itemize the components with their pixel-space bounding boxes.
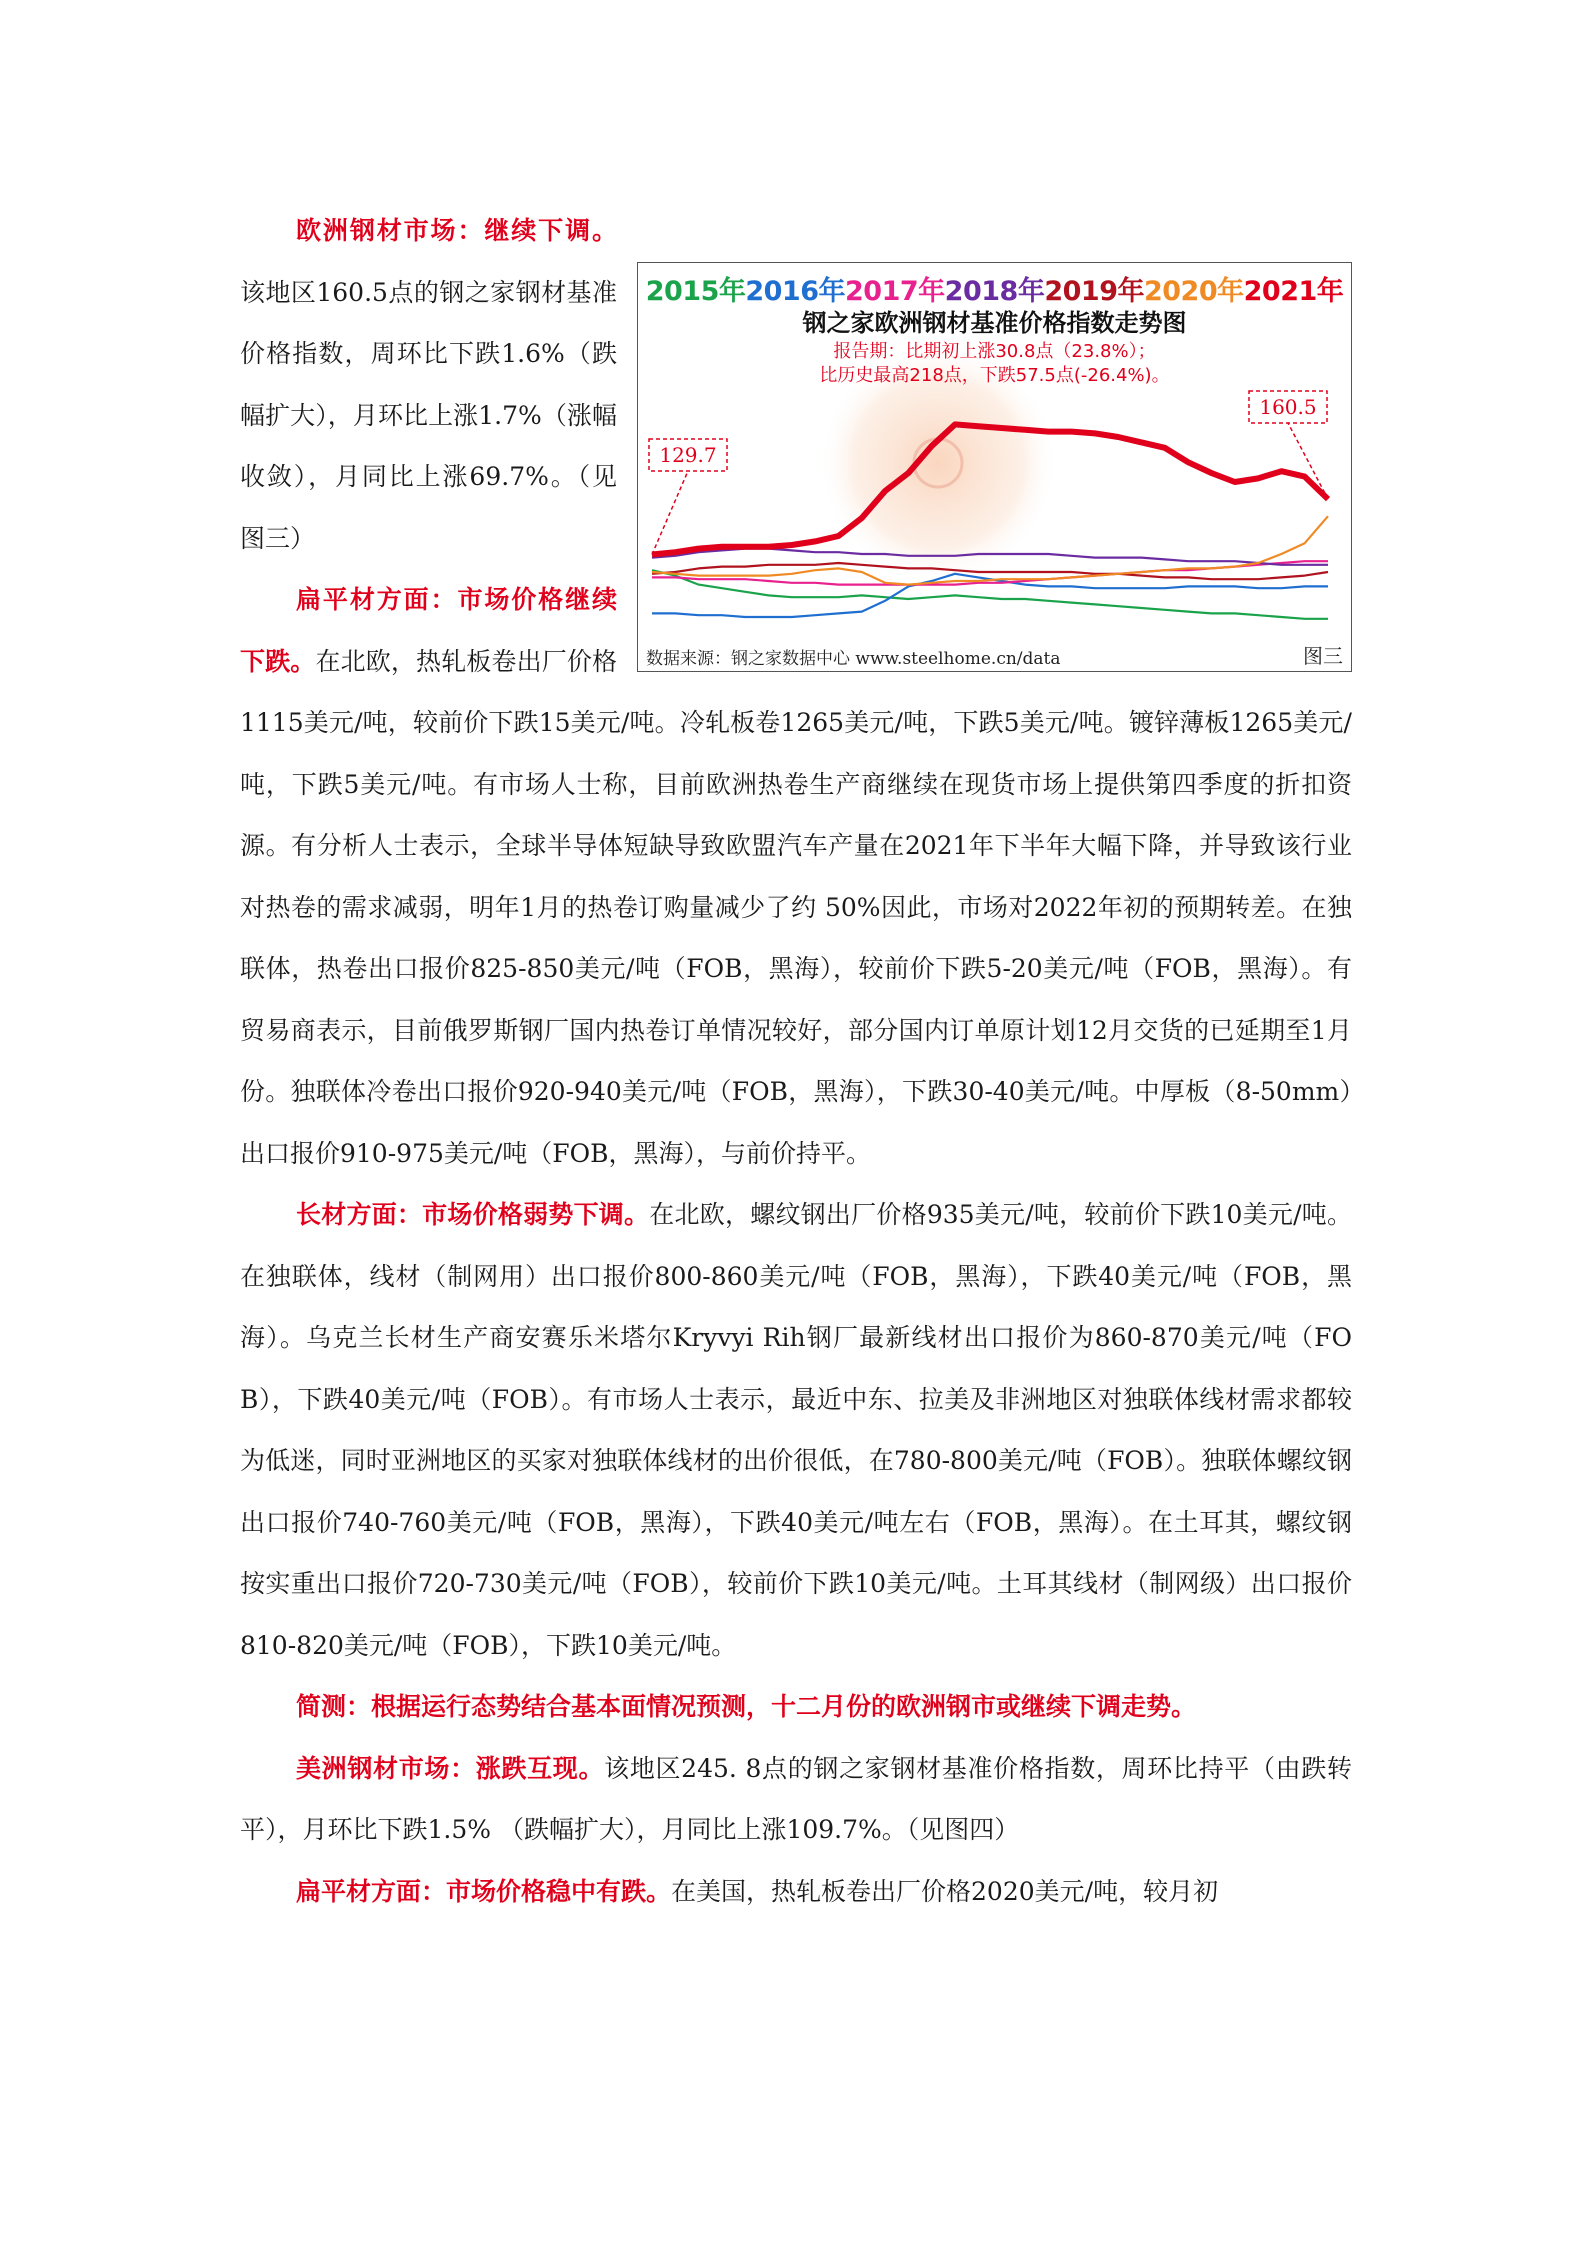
paragraph-americas-market <box>240 1738 1352 1861</box>
chart-figure <box>637 262 1352 672</box>
year-legend-1: 2016年 <box>745 276 846 307</box>
year-legend-5: 2020年 <box>1143 276 1244 307</box>
end-value-label-pointer <box>1288 423 1328 499</box>
paragraph-body: 在北欧，热轧板卷出厂价格1115美元/吨，较前价下跌15美元/吨。冷轧板卷1265美元/吨，下跌5美元/吨。镀锌薄板1265美元/吨，下跌5美元/吨。有市场人士称，目前欧洲热卷生产商继续在现货市场上提供第四季度的折扣资源。有分析人士表示，全球半导体短缺导致欧盟汽车产量在2021年下半年大幅下降，并导致该行业对热卷的需求减弱，明年1月的热卷订购量减少了约 50%因此，市场对2022年初的预期转差。在独联体，热卷出口报价825-850美元/吨（FOB，黑海），较前价下跌5-20美元/吨（FOB，黑海）。有贸易商表示，目前俄罗斯钢厂国内热卷订单情况较好，部分国内订单原计划12月交货的已延期至1月份。独联体冷卷出口报价920-940美元/吨（FOB，黑海），下跌30-40美元/吨。中厚板（8-50mm）出口报价910-975美元/吨（FOB，黑海），与前价持平。 <box>240 646 1352 1168</box>
year-legend-4: 2019年 <box>1044 276 1144 307</box>
chart-source: 数据来源：钢之家数据中心 www.steelhome.cn/data <box>646 649 1061 669</box>
chart-note-2: 比历史最高218点，下跌57.5点(-26.4%)。 <box>819 365 1170 386</box>
chart-note-1: 报告期：比期初上涨30.8点（23.8%）； <box>833 341 1156 362</box>
paragraph-body: 该地区245. 8点的钢之家钢材基准价格指数，周环比持平（由跌转平），月环比下跌1.5% （跌幅扩大），月同比上涨109.7%。（见图四） <box>240 1753 1352 1844</box>
figure-number: 图三 <box>1303 644 1343 668</box>
chart-title: 钢之家欧洲钢材基准价格指数走势图 <box>802 309 1187 337</box>
paragraph-forecast <box>240 1676 1352 1738</box>
paragraph-heading: 扁平材方面：市场价格稳中有跌。 <box>296 1876 672 1906</box>
series-line-0 <box>652 570 1328 619</box>
paragraph-heading: 长材方面：市场价格弱势下调。 <box>296 1200 650 1229</box>
document-page <box>240 200 1352 1922</box>
paragraph-heading: 欧洲钢材市场：继续下调。 <box>296 216 617 245</box>
paragraph-heading: 简测：根据运行态势结合基本面情况预测，十二月份的欧洲钢市或继续下调走势。 <box>296 1692 1197 1721</box>
year-legend-6: 2021年 <box>1243 276 1344 307</box>
paragraph-long-products <box>240 1184 1352 1676</box>
paragraph-body: 在北欧，螺纹钢出厂价格935美元/吨，较前价下跌10美元/吨。在独联体，线材（制网用）出口报价800-860美元/吨（FOB，黑海），下跌40美元/吨（FOB，黑海）。乌克兰长材生产商安赛乐米塔尔Kryvyi Rih钢厂最新线材出口报价为860-870美元/吨（FOB），下跌40美元/吨（FOB）。有市场人士表示，最近中东、拉美及非洲地区对独联体线材需求都较为低迷，同时亚洲地区的买家对独联体线材的出价很低，在780-800美元/吨（FOB）。独联体螺纹钢出口报价740-760美元/吨（FOB，黑海），下跌40美元/吨左右（FOB，黑海）。在土耳其，螺纹钢按实重出口报价720-730美元/吨（FOB），较前价下跌10美元/吨。土耳其线材（制网级）出口报价810-820美元/吨（FOB），下跌10美元/吨。 <box>240 1200 1352 1660</box>
year-legend-3: 2018年 <box>944 276 1045 307</box>
paragraph-americas-flat <box>240 1861 1352 1923</box>
paragraph-body: 该地区160.5点的钢之家钢材基准价格指数，周环比下跌1.6%（跌幅扩大），月环比上涨1.7%（涨幅收敛），月同比上涨69.7%。（见图三） <box>240 277 617 553</box>
year-legend-0: 2015年 <box>645 276 746 307</box>
paragraph-body: 在美国，热轧板卷出厂价格2020美元/吨，较月初 <box>671 1876 1219 1906</box>
paragraph-heading: 美洲钢材市场：涨跌互现。 <box>296 1753 605 1783</box>
start-value-label-pointer <box>652 471 688 555</box>
year-legend-2: 2017年 <box>845 276 945 307</box>
paragraph-heading: 扁平材方面：市场价格继续下跌。 <box>240 585 617 676</box>
end-value-label: 160.5 <box>1259 395 1317 419</box>
start-value-label: 129.7 <box>659 443 717 467</box>
